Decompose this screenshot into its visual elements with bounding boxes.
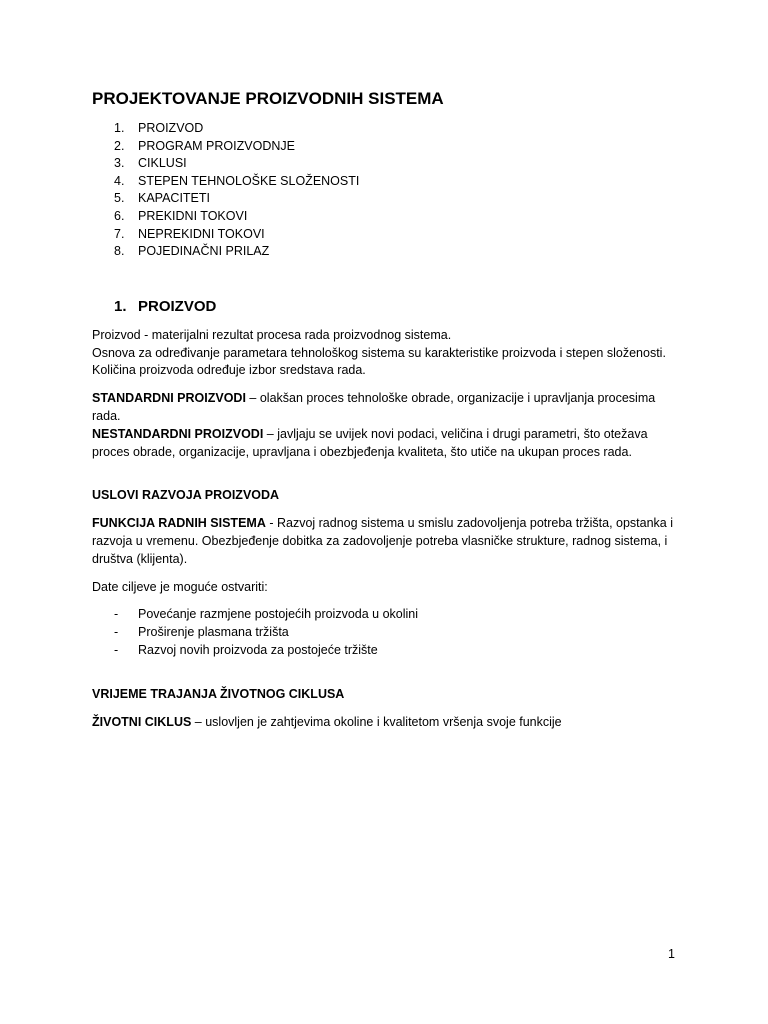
toc-item-label: PROGRAM PROIZVODNJE [138, 138, 295, 153]
lifecycle-text: – uslovljen je zahtjevima okoline i kvalitetom vršenja svoje funkcije [191, 714, 562, 729]
toc-item-number: 1. [114, 121, 125, 135]
table-of-contents [92, 120, 682, 261]
toc-item [92, 226, 682, 244]
list-item [92, 642, 682, 660]
standard-products-term: STANDARDNI PROIZVODI [92, 391, 246, 406]
subheading: VRIJEME TRAJANJA ŽIVOTNOG CIKLUSA [92, 686, 345, 701]
subheading: USLOVI RAZVOJA PROIZVODA [92, 488, 280, 503]
toc-item-number: 2. [114, 138, 125, 153]
toc-item-number: 3. [114, 156, 125, 171]
toc-item-label: NEPREKIDNI TOKOVI [138, 226, 265, 241]
lifecycle-definition [92, 714, 682, 732]
toc-item-number: 6. [114, 208, 125, 223]
document-title: PROJEKTOVANJE PROIZVODNIH SISTEMA [92, 89, 444, 108]
development-conditions [92, 487, 682, 505]
paragraph-line: Osnova za određivanje parametara tehnološkog sistema su karakteristike proizvoda i stepen složenosti. [92, 345, 666, 360]
dash-bullet: - [114, 607, 119, 622]
toc-item-label: KAPACITETI [138, 191, 211, 206]
section-number: 1. [114, 297, 127, 315]
toc-item-label: PROIZVOD [138, 121, 204, 135]
product-definition [92, 327, 682, 380]
document-page [92, 88, 682, 731]
toc-item-label: STEPEN TEHNOLOŠKE SLOŽENOSTI [138, 173, 360, 188]
list-item-text: Razvoj novih proizvoda za postojeće tržište [138, 642, 378, 657]
function-paragraph [92, 515, 682, 568]
toc-item [92, 138, 682, 156]
nonstandard-products-text: – javljaju se uvijek novi podaci, veličina i drugi parametri, što otežava proces obrade, organizacije, upravljana i obezbjeđenja kvaliteta, što utiče na ukupan proces rada. [92, 426, 648, 459]
toc-item-number: 8. [114, 244, 125, 259]
nonstandard-products-paragraph [92, 426, 682, 462]
toc-item [92, 155, 682, 173]
goals-list [92, 606, 682, 659]
paragraph-line: Količina proizvoda određuje izbor sredstava rada. [92, 363, 366, 378]
standard-products-text: – olakšan proces tehnološke obrade, organizacije i upravljanja procesima rada. [92, 391, 656, 423]
standard-products-paragraph [92, 390, 682, 426]
toc-item [92, 208, 682, 226]
function-term: FUNKCIJA RADNIH SISTEMA [92, 516, 266, 531]
nonstandard-products-term: NESTANDARDNI PROIZVODI [92, 426, 264, 441]
section-title: PROIZVOD [138, 297, 217, 315]
toc-item [92, 190, 682, 208]
dash-bullet: - [114, 625, 119, 640]
list-item [92, 624, 682, 642]
page-number: 1 [668, 947, 675, 961]
toc-item [92, 120, 682, 138]
function-text: - Razvoj radnog sistema u smislu zadovoljenja potreba tržišta, opstanka i razvoja u vremenu. Obezbjeđenje dobitka za zadovoljenje potreba vlasničke strukture, radnog sistema, i društva (klijenta). [92, 516, 674, 566]
list-item [92, 606, 682, 624]
section-heading [92, 297, 682, 317]
system-function [92, 515, 682, 568]
toc-item [92, 173, 682, 191]
toc-item-label: CIKLUSI [138, 156, 187, 171]
toc-item-number: 4. [114, 173, 125, 188]
list-item-text: Povećanje razmjene postojećih proizvoda u okolini [138, 607, 419, 622]
goals-intro-text: Date ciljeve je moguće ostvariti: [92, 579, 268, 594]
toc-item-number: 7. [114, 226, 125, 241]
toc-item-label: POJEDINAČNI PRILAZ [138, 244, 270, 259]
list-item-text: Proširenje plasmana tržišta [138, 625, 289, 640]
goals-intro [92, 579, 682, 597]
toc-item-label: PREKIDNI TOKOVI [138, 208, 248, 223]
paragraph-line: Proizvod - materijalni rezultat procesa rada proizvodnog sistema. [92, 327, 452, 342]
lifecycle-section [92, 686, 682, 704]
product-types [92, 390, 682, 461]
lifecycle-term: ŽIVOTNI CIKLUS [92, 714, 192, 729]
lifecycle-paragraph [92, 714, 682, 732]
toc-item [92, 243, 682, 261]
toc-item-number: 5. [114, 191, 125, 206]
dash-bullet: - [114, 642, 119, 657]
